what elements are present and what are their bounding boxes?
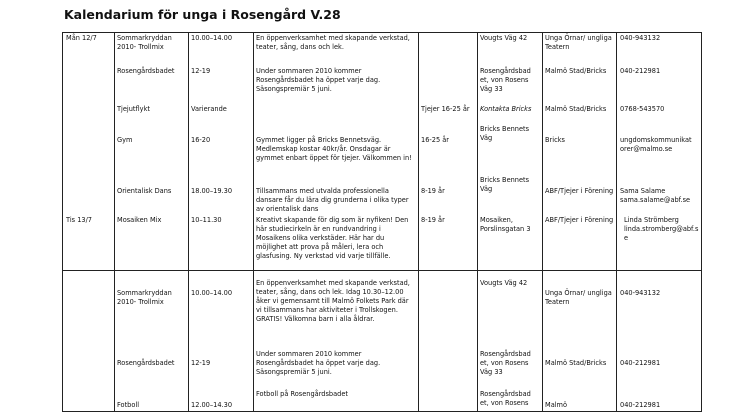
organizer-cell: ABF/Tjejer i Förening: [545, 216, 614, 224]
activity-cell: Rosengårdsbadet: [117, 359, 175, 367]
column-divider: [418, 32, 419, 412]
description-cell: Under sommaren 2010 kommer Rosengårdsbadet ha öppet varje dag. Säsongspremiär 5 juni.: [256, 350, 381, 376]
page-title: Kalendarium för unga i Rosengård V.28: [64, 7, 341, 22]
column-divider: [114, 32, 115, 412]
age-cell: 8-19 år: [421, 216, 445, 224]
age-cell: 8-19 år: [421, 187, 445, 195]
contact-cell: 040-943132: [620, 34, 661, 42]
place-cell: Rosengårdsbad et, von Rosens: [480, 390, 531, 407]
place-cell: Rosengårdsbad et, von Rosens Väg 33: [480, 350, 531, 376]
place-cell: Bricks Bennets Väg: [480, 176, 530, 193]
place-cell: Vougts Väg 42: [480, 279, 528, 287]
column-divider: [62, 32, 63, 412]
column-divider: [616, 32, 617, 412]
time-cell: 10.00–14.00: [191, 289, 233, 297]
organizer-cell: Malmö Stad/Bricks: [545, 67, 607, 75]
column-divider: [542, 32, 543, 412]
contact-cell: 040-212981: [620, 359, 661, 367]
organizer-cell: Malmö: [545, 401, 568, 409]
organizer-cell: Malmö Stad/Bricks: [545, 359, 607, 367]
time-cell: 12-19: [191, 359, 211, 367]
column-divider: [477, 32, 478, 412]
organizer-cell: Bricks: [545, 136, 565, 144]
activity-cell: Rosengårdsbadet: [117, 67, 175, 75]
organizer-cell: Malmö Stad/Bricks: [545, 105, 607, 113]
description-cell: Tillsammans med utvalda professionella dansare får du lära dig grunderna i olika typer av orientalisk dans: [256, 187, 409, 213]
contact-cell: Linda Strömberg linda.stromberg@abf.s e: [624, 216, 699, 242]
week-day-divider: [62, 270, 702, 271]
age-cell: 16-25 år: [421, 136, 450, 144]
place-cell: Kontakta Bricks: [480, 105, 532, 113]
time-cell: 12.00–14.30: [191, 401, 233, 409]
table-top-border: [62, 32, 702, 33]
organizer-cell: Unga Örnar/ ungliga Teatern: [545, 289, 612, 306]
time-cell: 10–11.30: [191, 216, 222, 224]
organizer-cell: ABF/Tjejer i Förening: [545, 187, 614, 195]
time-cell: 16-20: [191, 136, 211, 144]
age-cell: Tjejer 16-25 år: [421, 105, 470, 113]
column-divider: [701, 32, 702, 412]
description-cell: En öppenverksamhet med skapande verkstad, teater, sång, dans och lek.: [256, 34, 410, 51]
table-bottom-border: [62, 411, 702, 412]
contact-cell: 0768-543570: [620, 105, 665, 113]
time-cell: Varierande: [191, 105, 227, 113]
activity-cell: Tjejutflykt: [117, 105, 150, 113]
column-divider: [253, 32, 254, 412]
activity-cell: Sommarkryddan 2010- Trollmix: [117, 289, 172, 306]
date-cell: Mån 12/7: [66, 34, 97, 42]
description-cell: En öppenverksamhet med skapande verkstad, teater, sång, dans och lek. Idag 10.30–12.00 åker vi gemensamt till Malmö Folkets Park där vi tillsammans har aktiviteter i Trollskogen. GRATIS! Välkomna barn i alla åldrar.: [256, 279, 410, 323]
place-cell: Rosengårdsbad et, von Rosens Väg 33: [480, 67, 531, 93]
activity-cell: Mosaiken Mix: [117, 216, 162, 224]
calendar-table: [62, 32, 702, 412]
organizer-cell: Unga Örnar/ ungliga Teatern: [545, 34, 612, 51]
contact-cell: Sama Salame sama.salame@abf.se: [620, 187, 691, 204]
activity-cell: Gym: [117, 136, 133, 144]
contact-cell: 040-212981: [620, 401, 661, 409]
description-cell: Under sommaren 2010 kommer Rosengårdsbadet ha öppet varje dag. Säsongspremiär 5 juni.: [256, 67, 381, 93]
activity-cell: Fotboll: [117, 401, 140, 409]
column-divider: [188, 32, 189, 412]
time-cell: 12-19: [191, 67, 211, 75]
description-cell: Gymmet ligger på Bricks Bennetsväg. Medlemskap kostar 40kr/år. Onsdagar är gymmet enbart öppet för tjejer. Välkommen in!: [256, 136, 412, 162]
date-cell: Tis 13/7: [66, 216, 92, 224]
time-cell: 10.00–14.00: [191, 34, 233, 42]
contact-cell: 040-943132: [620, 289, 661, 297]
place-cell: Vougts Väg 42: [480, 34, 528, 42]
contact-cell: 040-212981: [620, 67, 661, 75]
place-cell: Mosaiken, Porslinsgatan 3: [480, 216, 531, 233]
activity-cell: Orientalisk Dans: [117, 187, 172, 195]
place-cell: Bricks Bennets Väg: [480, 125, 530, 142]
description-cell: Kreativt skapande för dig som är nyfiken! Den här studiecirkeln är en rundvandring i Mosaikens olika verkstäder. Här har du möjlighet att prova på måleri, lera och glasfusing. Ny verkstad vid varje tillfälle.: [256, 216, 409, 260]
contact-cell: ungdomskommunikat orer@malmo.se: [620, 136, 692, 153]
time-cell: 18.00–19.30: [191, 187, 233, 195]
description-cell: Fotboll på Rosengårdsbadet: [256, 390, 348, 398]
activity-cell: Sommarkryddan 2010- Trollmix: [117, 34, 172, 51]
